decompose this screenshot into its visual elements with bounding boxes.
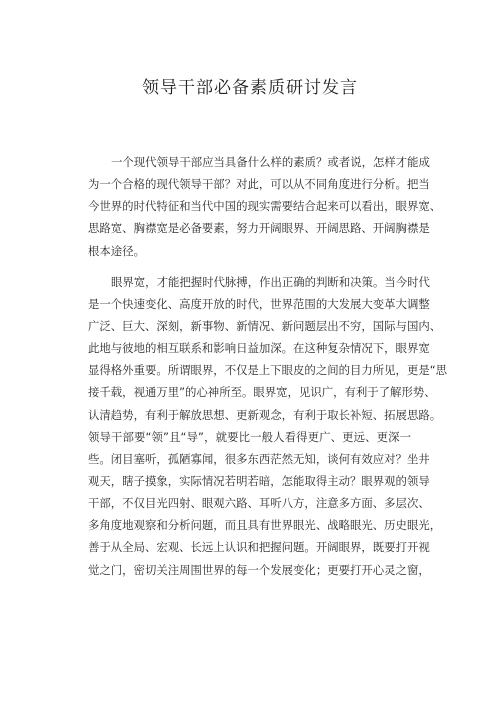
document-body [88, 151, 448, 581]
paragraph-2-line-3: 广泛、巨大、深刻，新事物、新情况、新问题层出不穷，国际与国内、 [88, 318, 442, 333]
paragraph-2-line-2: 是一个快速变化、高度开放的时代，世界范围的大发展大变革大调整 [88, 296, 430, 311]
paragraph-1-line-4: 思路宽、胸襟宽是必备要素，努力开阔眼界、开阔思路、开阔胸襟是 [88, 221, 430, 236]
paragraph-2-line-4: 此地与彼地的相互联系和影响日益加深。在这种复杂情况下，眼界宽 [88, 341, 430, 356]
paragraph-2-line-9: 些。闭目塞听，孤陋寡闻，很多东西茫然无知，谈何有效应对？坐井 [88, 451, 430, 466]
paragraph-1-line-3: 今世界的时代特征和当代中国的现实需要结合起来可以看出，眼界宽、 [88, 199, 442, 214]
paragraph-2-line-8: 领导干部要“领”且“导”，就要比一般人看得更广、更远、更深一 [88, 429, 411, 444]
paragraph-2-line-10: 观天，瞎子摸象，实际情况若明若暗，怎能取得主动？眼界观的领导 [88, 473, 430, 488]
paragraph-2-line-14: 觉之门，密切关注周围世界的每一个发展变化；更要打开心灵之窗， [88, 562, 430, 577]
paragraph-2-line-11: 干部，不仅目光四射、眼观六路、耳听八方，注意多方面、多层次、 [88, 496, 430, 511]
paragraph-2-line-1: 眼界宽，才能把握时代脉搏，作出正确的判断和决策。当今时代 [111, 274, 430, 289]
paragraph-1-line-5: 根本途径。 [88, 243, 145, 258]
paragraph-1-line-2: 为一个合格的现代领导干部？对此，可以从不同角度进行分析。把当 [88, 177, 430, 192]
paragraph-1-line-1: 一个现代领导干部应当具备什么样的素质？或者说，怎样才能成 [111, 155, 430, 169]
paragraph-2-line-6: 接千载，视通万里”的心神所至。眼界宽，见识广，有利于了解形势、 [88, 385, 436, 400]
paragraph-2-line-5: 显得格外重要。所谓眼界，不仅是上下眼皮的之间的目力所见，更是“思 [88, 363, 448, 378]
paragraph-2-line-12: 多角度地观察和分析问题，而且具有世界眼光、战略眼光、历史眼光， [88, 518, 442, 533]
paragraph-2-line-13: 善于从全局、宏观、长远上认识和把握问题。开阔眼界，既要打开视 [88, 540, 430, 555]
paragraph-gap [88, 262, 411, 271]
document-title: 领导干部必备素质研讨发言 [142, 78, 358, 98]
paragraph-2-line-7: 认清趋势，有利于解放思想、更新观念，有利于取长补短、拓展思路。 [88, 407, 442, 422]
